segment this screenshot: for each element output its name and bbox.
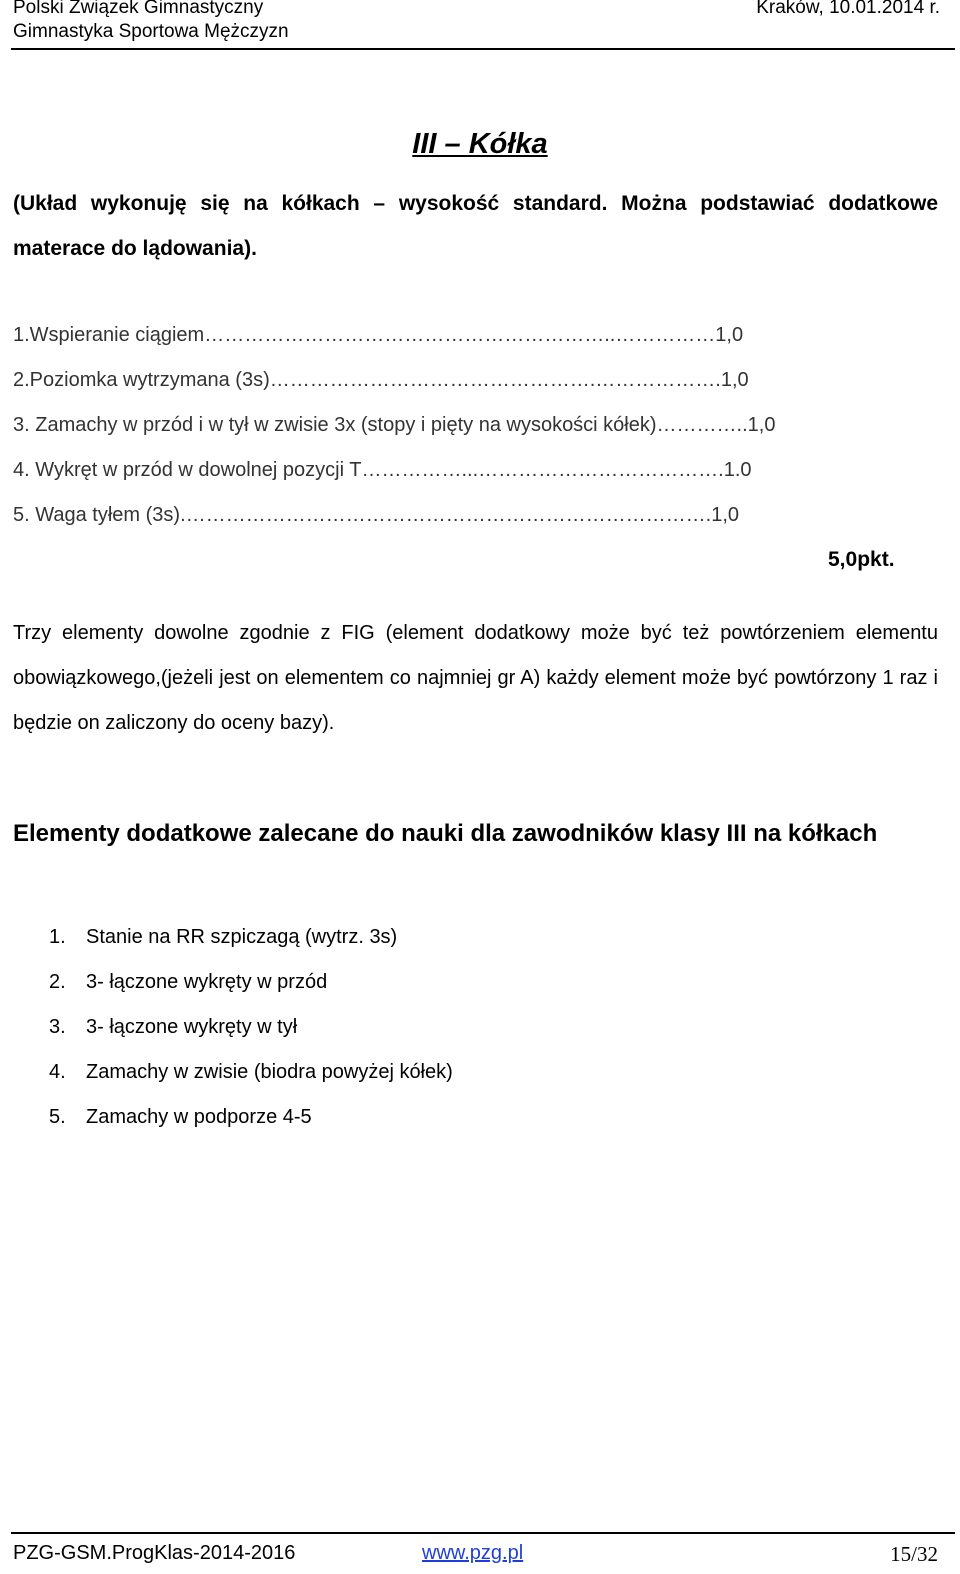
element-item: 5. Waga tyłem (3s).…………………………………………………………………….1,0	[13, 504, 739, 526]
list-item-number: 5.	[49, 1106, 66, 1128]
total-points: 5,0pkt.	[828, 548, 895, 571]
header-place-date: Kraków, 10.01.2014 r.	[756, 0, 940, 18]
rules-paragraph: Trzy elementy dowolne zgodnie z FIG (element dodatkowy może być też powtórzeniem elementu obowiązkowego,(jeżeli jest on elementem co najmniej gr A) każdy element może być powtórzony 1 raz i będzie on zaliczony do oceny bazy).	[13, 622, 938, 734]
element-item: 1.Wspieranie ciągiem……………………………………………………..……………1,0	[13, 324, 744, 346]
footer-divider	[11, 1532, 955, 1534]
list-item: 3- łączone wykręty w przód	[86, 971, 328, 993]
footer-page-number: 15/32	[890, 1542, 938, 1566]
footer-website-link[interactable]: www.pzg.pl	[422, 1542, 524, 1564]
list-item: 3- łączone wykręty w tył	[86, 1016, 298, 1038]
list-item-number: 3.	[49, 1016, 66, 1038]
footer-doc-id: PZG-GSM.ProgKlas-2014-2016	[13, 1542, 296, 1564]
element-item: 2.Poziomka wytrzymana (3s)………………………………………….……………….1,0	[13, 369, 749, 391]
recommended-heading: Elementy dodatkowe zalecane do nauki dla zawodników klasy III na kółkach	[13, 820, 878, 847]
list-item: Stanie na RR szpiczagą (wytrz. 3s)	[86, 926, 398, 948]
list-item-number: 4.	[49, 1061, 66, 1083]
element-item: 4. Wykręt w przód w dowolnej pozycji T……………...……………………………….1.0	[13, 459, 752, 481]
element-item: 3. Zamachy w przód i w tył w zwisie 3x (stopy i pięty na wysokości kółek)…………..1,0	[13, 414, 776, 436]
list-item-number: 2.	[49, 971, 66, 993]
header-organization: Polski Związek Gimnastyczny	[13, 0, 264, 18]
page-title: III – Kółka	[412, 128, 548, 160]
list-item-number: 1.	[49, 926, 66, 948]
intro-text: (Układ wykonuję się na kółkach – wysokość standard. Można podstawiać dodatkowe materace do lądowania).	[13, 192, 938, 260]
header-discipline: Gimnastyka Sportowa Mężczyzn	[13, 21, 289, 42]
list-item: Zamachy w zwisie (biodra powyżej kółek)	[86, 1061, 453, 1083]
list-item: Zamachy w podporze 4-5	[86, 1106, 312, 1128]
header-divider	[11, 48, 955, 50]
